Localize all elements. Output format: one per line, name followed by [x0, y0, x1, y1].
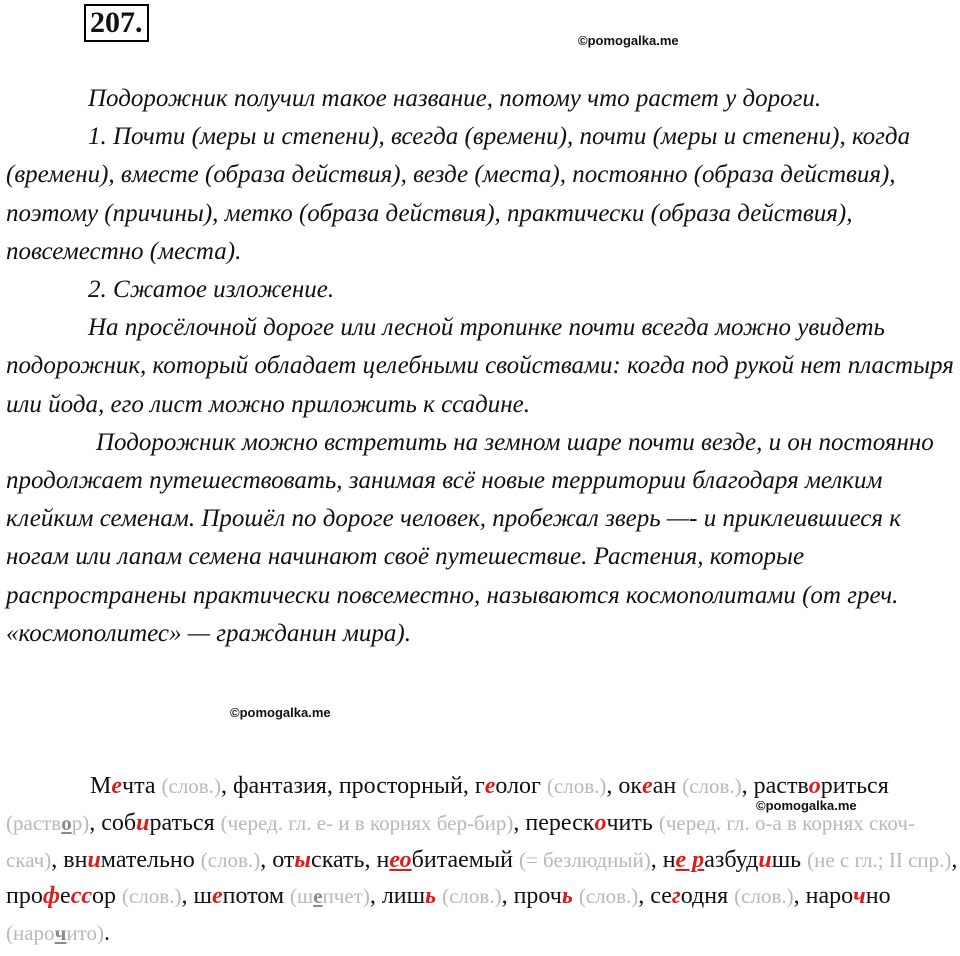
word-note: (черед. гл. е- и в корнях бер-бир): [220, 810, 514, 835]
word-note: (слов.): [122, 884, 182, 909]
word-note: (слов.): [734, 884, 794, 909]
paragraph-task-1: 1. Почти (меры и степени), всегда (времени), почти (меры и степени), когда (времени), вместе (образа действия), везде (места), постоянно (образа действия), поэтому (причины), метко (образа действия), практически (образа действия), повсеместно (места).: [6, 123, 911, 265]
word: не разбудишь: [662, 846, 802, 873]
word: собираться: [101, 809, 215, 836]
word-note: (черед. гл. о-а в корнях скоч- скач): [6, 810, 915, 872]
word-note: (слов.): [578, 884, 639, 909]
watermark-top: ©pomogalka.me: [578, 33, 679, 48]
word-note: (слов.): [546, 774, 607, 798]
word: профессор: [6, 883, 116, 910]
word-note: (слов.): [200, 847, 261, 872]
word-note: (раствор): [6, 810, 90, 835]
spelling-words: [6, 768, 958, 952]
word: шепотом: [193, 883, 285, 910]
word-note: (слов.): [442, 884, 502, 909]
word: лишь: [381, 883, 437, 910]
exercise-number: 207.: [84, 4, 149, 42]
paragraph-task-2: 2. Сжатое изложение.: [88, 276, 335, 304]
word: геолог: [474, 773, 541, 799]
paragraph-summary-1: На просёлочной дороге или лесной тропинке почти всегда можно увидеть подорожник, который обладает целебными свойствами: когда под рукой нет пластыря или йода, его лист можно приложить к ссадине.: [6, 314, 954, 418]
watermark-right: ©pomogalka.me: [756, 798, 857, 813]
word-note: (слов.): [682, 774, 742, 798]
paragraph-intro: Подорожник получил такое название, потому что растет у дороги.: [88, 85, 822, 112]
word: просторный: [338, 773, 463, 799]
word: перескочить: [525, 809, 653, 836]
word: океан: [618, 773, 677, 799]
word: прочь: [513, 883, 573, 910]
word: нарочно: [805, 883, 891, 910]
word-note: (не с гл.; II спр.): [807, 847, 952, 872]
word: отыскать: [272, 846, 365, 873]
paragraph-summary-2: Подорожник можно встретить на земном шаре почти везде, и он постоянно продолжает путешествовать, занимая всё новые территории благодаря мелким клейким семенам. Прошёл по дороге человек, пробежал зверь —- и приклеившиеся к ногам или лапам семена начинают своё путешествие. Растения, которые распространены практически повсеместно, называются космополитами (от греч. «космополитес» — гражданин мира).: [6, 428, 934, 647]
word: фантазия: [232, 773, 327, 799]
word-note: (шепчет): [290, 884, 370, 909]
word: раствориться: [753, 773, 889, 799]
word-note: (слов.): [161, 774, 221, 798]
word: сегодня: [650, 883, 729, 910]
word-note: (= безлюдный): [518, 847, 651, 872]
word: необитаемый: [376, 846, 513, 873]
word: Мечта: [90, 773, 156, 799]
answer-text: [6, 80, 956, 653]
watermark-middle: ©pomogalka.me: [230, 705, 331, 720]
word-note: (нарочито): [6, 921, 105, 946]
words-paragraph: Мечта (слов.), фантазия, просторный, геолог (слов.), океан (слов.), раствориться (раствор), собираться (черед. гл. е- и в корнях бер-бир), перескочить (черед. гл. о-а в корнях скоч- скач), внимательно (слов.), отыскать, необитаемый (= безлюдный), не разбудишь (не с гл.; II спр.), профессор (слов.), шепотом (шепчет), лишь (слов.), прочь (слов.), сегодня (слов.), нарочно (нарочито).: [6, 773, 958, 947]
word: внимательно: [63, 846, 195, 873]
